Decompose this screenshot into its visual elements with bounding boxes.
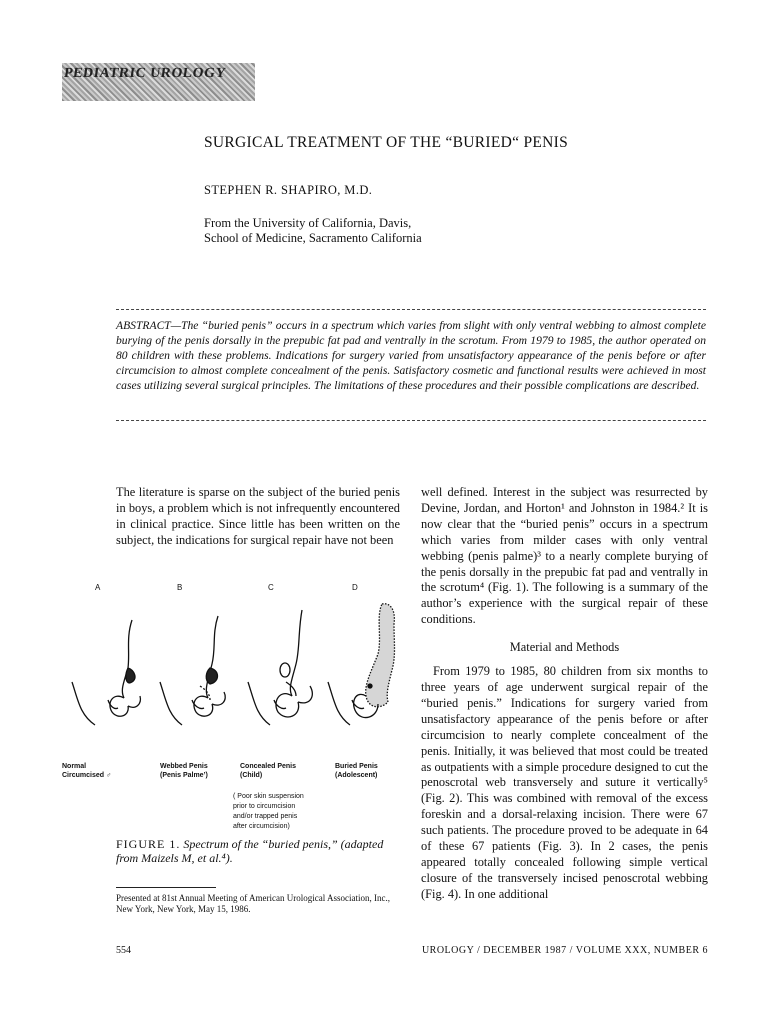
abstract-rule-bottom — [116, 420, 706, 421]
figure-label-line: (Child) — [240, 772, 263, 779]
figure-label-c — [240, 762, 296, 780]
affiliation-line: School of Medicine, Sacramento California — [204, 231, 422, 245]
figure-label-a — [62, 762, 111, 780]
figure-caption-label: FIGURE 1. — [116, 837, 181, 851]
figure-panel-b — [160, 616, 225, 725]
abstract-rule-top — [116, 309, 706, 310]
section-banner — [62, 63, 255, 101]
left-column — [116, 485, 400, 549]
page-number: 554 — [116, 945, 131, 956]
figure-letter-d: D — [352, 583, 358, 592]
figure-label-d — [335, 762, 378, 780]
figure-note — [233, 792, 304, 832]
figure-label-line: Concealed Penis — [240, 763, 297, 770]
figure-panel-a — [72, 620, 140, 725]
figure-letter-c: C — [268, 583, 274, 592]
figure-label-line: Circumcised ♂ — [62, 772, 112, 779]
article-title: SURGICAL TREATMENT OF THE “BURIED“ PENIS — [204, 134, 569, 151]
body-paragraph: well defined. Interest in the subject was resurrected by Devine, Jordan, and Horton¹ and Johnston in 1984.² It is now clear that the “buried penis” occurs in a spectrum which varies from milder cases with only ventral webbing (penis palme)³ to a nearly complete burying of the penis dorsally in the prepubic fat pad and ventrally in the scrotum⁴ (Fig. 1). The following is a summary of the author’s experience with the surgical repair of these conditions. — [421, 485, 708, 627]
running-footer: UROLOGY / DECEMBER 1987 / VOLUME XXX, NUMBER 6 — [421, 945, 708, 956]
figure-caption — [116, 837, 406, 865]
body-paragraph: From 1979 to 1985, 80 children from six months to three years of age underwent surgical repair of the “buried penis.” Indications for surgery varied from unsatisfactory appearance of the penis before or after circumcision to nearly complete concealment of the penis. Initially, it was believed that most could be treated as outpatients with a simple procedure designed to cut the penoscrotal web transversely and suture it vertically⁵ (Fig. 2). This was combined with removal of the excess foreskin and a dorsal-relaxing incision. There were 67 such patients. The procedure proved to be adequate in 64 of these 67 patients (Fig. 3). In 2 cases, the penis appeared totally concealed following simple vertical closure of the transversely incised penoscrotal webbing (Fig. 4). In one additional — [421, 664, 708, 901]
figure-label-b — [160, 762, 208, 780]
figure-note-line: prior to circumcision — [233, 803, 296, 810]
affiliation — [204, 216, 422, 246]
figure-note-line: after circumcision) — [233, 823, 290, 830]
figure-label-line: Buried Penis — [335, 763, 378, 770]
abstract: ABSTRACT—The “buried penis” occurs in a spectrum which varies from slight with only ventral webbing to almost complete burying of the penis dorsally in the prepubic fat pad and ventrally in the scrotum. From 1979 to 1985, the author operated on 80 children with these problems. Indications for surgery varied from unsatisfactory appearance of the penis before or after circumcision to almost complete concealment of the penis. Satisfactory cosmetic and functional results were achieved in most cases utilizing several surgical principles. The limitations of these procedures and their possible complications are described. — [116, 319, 706, 393]
right-column — [421, 485, 708, 903]
footnote: Presented at 81st Annual Meeting of American Urological Association, Inc., New York, New York, May 15, 1986. — [116, 893, 390, 914]
figure-note-line: and/or trapped penis — [233, 813, 298, 820]
figure-label-line: Webbed Penis — [160, 763, 208, 770]
section-label: PEDIATRIC UROLOGY — [63, 66, 227, 81]
affiliation-line: From the University of California, Davis, — [204, 216, 412, 230]
figure-label-line: (Adolescent) — [335, 772, 378, 779]
figure-panel-d — [328, 604, 395, 725]
figure-1-illustration — [60, 590, 410, 760]
figure-letter-a: A — [95, 583, 101, 592]
author-name: STEPHEN R. SHAPIRO, M.D. — [204, 183, 373, 197]
figure-label-line: (Penis Palme’) — [160, 772, 208, 779]
body-paragraph: The literature is sparse on the subject of the buried penis in boys, a problem which is not infrequently encountered in clinical practice. Since little has been written on the subject, the indications for surgical repair have not been — [116, 485, 400, 547]
figure-note-line: ( Poor skin suspension — [233, 793, 304, 800]
figure-caption-text: Spectrum of the “buried penis,” (adapted from Maizels M, et al.⁴). — [116, 837, 384, 865]
section-heading: Material and Methods — [509, 640, 620, 655]
footnote-rule — [116, 887, 216, 888]
figure-letter-b: B — [177, 583, 183, 592]
figure-panel-c — [248, 610, 312, 725]
figure-label-line: Normal — [62, 763, 87, 770]
